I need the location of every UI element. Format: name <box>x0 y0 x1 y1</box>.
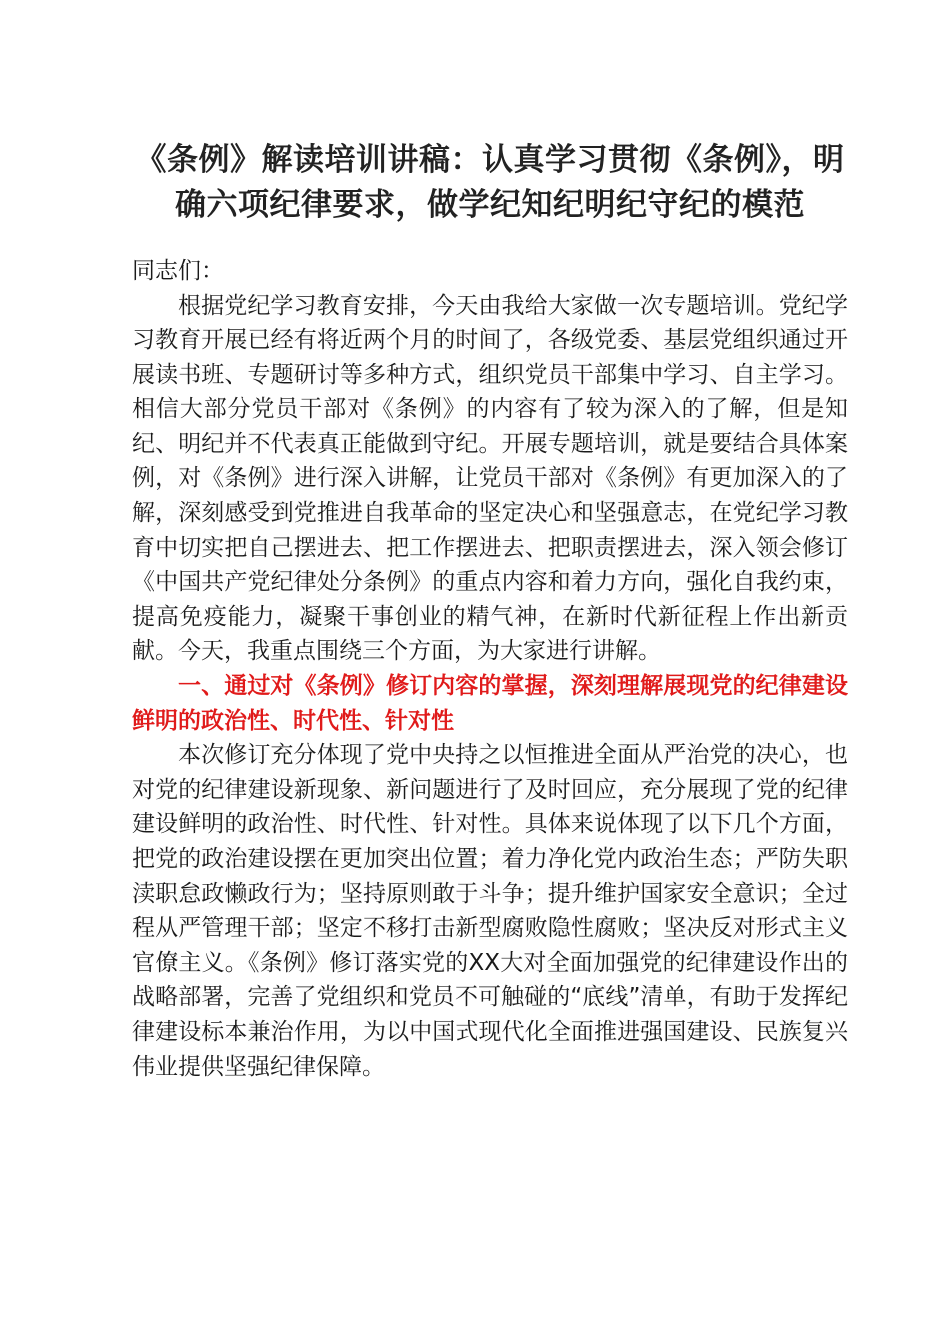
section-heading: 一、通过对《条例》修订内容的掌握，深刻理解展现党的纪律建设鲜明的政治性、时代性、针对性 <box>132 673 848 734</box>
intro-paragraph: 根据党纪学习教育安排，今天由我给大家做一次专题培训。党纪学习教育开展已经有将近两个月的时间了，各级党委、基层党组织通过开展读书班、专题研讨等多种方式，组织党员干部集中学习、自主学习。相信大部分党员干部对《条例》的内容有了较为深入的了解，但是知纪、明纪并不代表真正能做到守纪。开展专题培训，就是要结合具体案例，对《条例》进行深入讲解，让党员干部对《条例》有更加深入的了解，深刻感受到党推进自我革命的坚定决心和坚强意志，在党纪学习教育中切实把自己摆进去、把工作摆进去、把职责摆进去，深入领会修订《中国共产党纪律处分条例》的重点内容和着力方向，强化自我约束，提高免疫能力，凝聚干事创业的精气神，在新时代新征程上作出新贡献。今天，我重点围绕三个方面，为大家进行讲解。 <box>132 292 848 665</box>
salutation: 同志们： <box>132 258 224 284</box>
document-title: 《条例》解读培训讲稿：认真学习贯彻《条例》，明确六项纪律要求，做学纪知纪明纪守纪的模范 <box>135 142 845 223</box>
document-page <box>132 138 848 1084</box>
section-paragraph: 本次修订充分体现了党中央持之以恒推进全面从严治党的决心，也对党的纪律建设新现象、新问题进行了及时回应，充分展现了党的纪律建设鲜明的政治性、时代性、针对性。具体来说体现了以下几个方面，把党的政治建设摆在更加突出位置；着力净化党内政治生态；严防失职渎职怠政懒政行为；坚持原则敢于斗争；提升维护国家安全意识；全过程从严管理干部；坚定不移打击新型腐败隐性腐败；坚决反对形式主义官僚主义。《条例》修订落实党的XX大对全面加强党的纪律建设作出的战略部署，完善了党组织和党员不可触碰的“底线”清单，有助于发挥纪律建设标本兼治作用，为以中国式现代化全面推进强国建设、民族复兴伟业提供坚强纪律保障。 <box>132 742 848 1080</box>
